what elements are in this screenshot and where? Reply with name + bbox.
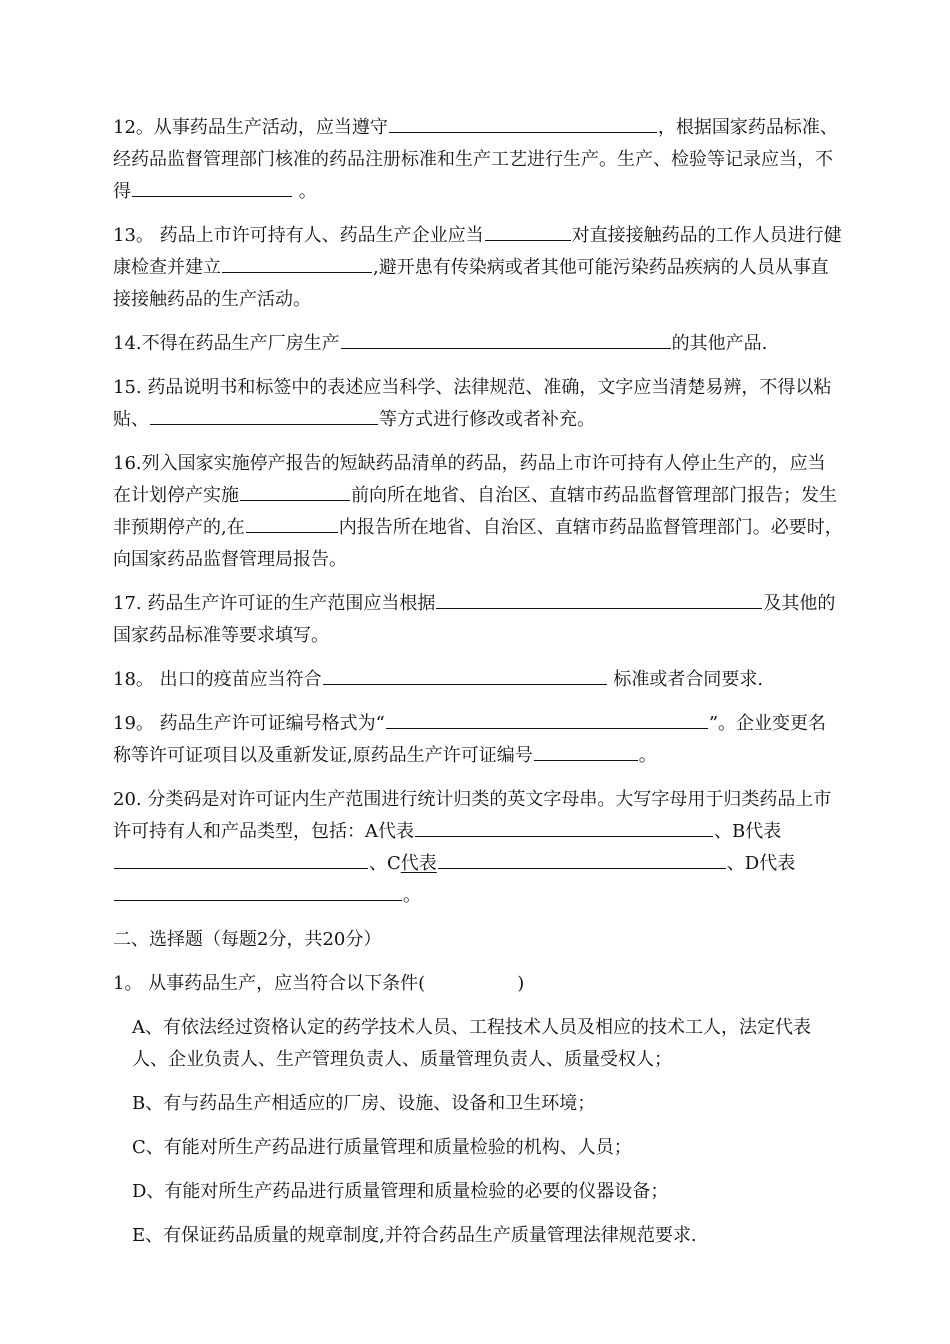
question-15 (113, 372, 843, 436)
q18-text-a: 18。 出口的疫苗应当符合 (113, 669, 322, 690)
q13-blank-2[interactable] (222, 252, 372, 273)
q20-text-b: 、B代表 (714, 821, 782, 842)
question-18 (113, 664, 843, 696)
q15-text-a: 15. 药品说明书和标签中的表述应当科学、法律规范、准确，文字应当清楚易辨，不得以粘贴、 (113, 377, 832, 430)
mc1-option-c: C、有能对所生产药品进行质量管理和质量检验的机构、人员； (132, 1137, 632, 1158)
question-12 (113, 112, 843, 208)
question-16 (113, 448, 843, 576)
q20-blank-d[interactable] (114, 880, 402, 901)
q16-blank-1[interactable] (240, 480, 350, 501)
q17-text-b: 及其他的国家药品标准等要求填写。 (113, 593, 836, 646)
q16-text-b: 前向所在地省、自治区、直辖市药品监督管理部门报告；发生非预期停产的,在 (113, 485, 837, 538)
q15-text-b: 等方式进行修改或者补充。 (379, 409, 595, 430)
q16-text-a: 16.列入国家实施停产报告的短缺药品清单的药品，药品上市许可持有人停止生产的，应当在计划停产实施 (113, 453, 826, 506)
mc1-close-paren: ) (517, 973, 525, 994)
q19-text-b: ”。企业变更名称等许可证项目以及重新发证,原药品生产许可证编号 (113, 713, 827, 766)
q14-blank-1[interactable] (341, 328, 671, 349)
question-17 (113, 588, 843, 652)
document-page (113, 112, 843, 1264)
q20-text-a: 20. 分类码是对许可证内生产范围进行统计归类的英文字母串。大写字母用于归类药品上市许可持有人和产品类型，包括：A代表 (113, 789, 832, 842)
q17-text-a: 17. 药品生产许可证的生产范围应当根据 (113, 593, 436, 614)
q20-blank-c[interactable] (438, 848, 726, 869)
mc1-option-a: A、有依法经过资格认定的药学技术人员、工程技术人员及相应的技术工人，法定代表人、企业负责人、生产管理负责人、质量管理负责人、质量受权人； (132, 1017, 811, 1070)
q14-text-b: 的其他产品. (671, 333, 768, 354)
q12-blank-2[interactable] (132, 176, 292, 197)
question-19 (113, 708, 843, 772)
q12-text-a: 12。从事药品生产活动，应当遵守 (113, 117, 388, 138)
q19-blank-2[interactable] (534, 740, 638, 761)
mc1-option-b: B、有与药品生产相适应的厂房、设施、设备和卫生环境； (132, 1093, 596, 1114)
mc1-option-d: D、有能对所生产药品进行质量管理和质量检验的必要的仪器设备； (132, 1181, 669, 1202)
q19-text-a: 19。 药品生产许可证编号格式为“ (113, 713, 385, 734)
q19-text-c: 。 (638, 745, 657, 766)
q19-blank-1[interactable] (386, 708, 708, 729)
question-20 (113, 784, 843, 912)
q12-blank-1[interactable] (389, 112, 657, 133)
q12-text-b: ，根据国家药品标准、经药品监督管理部门核准的药品注册标准和生产工艺进行生产。生产、检验等记录应当，不得 (113, 117, 838, 202)
q15-blank-1[interactable] (150, 404, 378, 425)
q20-text-c-underlined: 代表 (400, 853, 437, 874)
q14-text-a: 14.不得在药品生产厂房生产 (113, 333, 340, 354)
q20-text-e: 。 (403, 885, 421, 906)
q20-blank-b[interactable] (114, 848, 368, 869)
q18-text-b: 标准或者合同要求. (607, 669, 764, 690)
q13-blank-1[interactable] (485, 220, 571, 241)
q20-text-d: 、D代表 (726, 853, 796, 874)
q18-blank-1[interactable] (323, 664, 607, 685)
q16-text-c: 内报告所在地省、自治区、直辖市药品监督管理部门。必要时，向国家药品监督管理局报告。 (113, 517, 843, 570)
mc1-option-e: E、有保证药品质量的规章制度,并符合药品生产质量管理法律规范要求. (132, 1225, 697, 1246)
mc1-stem: 1。 从事药品生产，应当符合以下条件( (113, 973, 426, 994)
question-14 (113, 328, 843, 360)
question-13 (113, 220, 843, 316)
q20-text-c: 、C (369, 853, 401, 874)
mc-question-1 (113, 968, 843, 1000)
q13-text-c: ,避开患有传染病或者其他可能污染药品疾病的人员从事直接接触药品的生产活动。 (113, 257, 829, 310)
q16-blank-2[interactable] (246, 512, 338, 533)
q13-text-a: 13。 药品上市许可持有人、药品生产企业应当 (113, 225, 484, 246)
q12-text-c: 。 (293, 181, 317, 202)
q13-text-b: 对直接接触药品的工作人员进行健康检查并建立 (113, 225, 842, 278)
q20-blank-a[interactable] (415, 816, 713, 837)
q17-blank-1[interactable] (436, 588, 762, 609)
section-heading-choice: 二、选择题（每题2分，共20分） (113, 929, 382, 950)
